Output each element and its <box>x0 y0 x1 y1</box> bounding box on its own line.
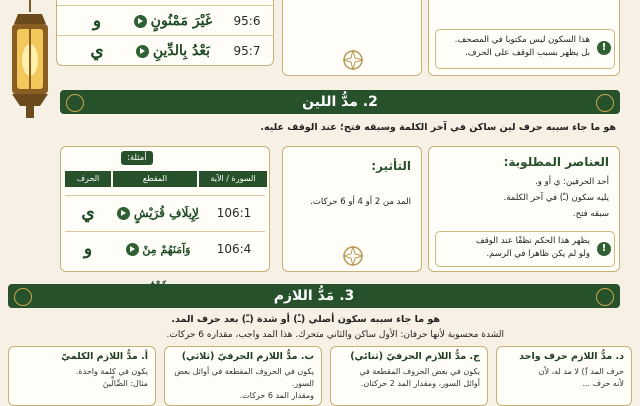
section2-banner <box>60 90 620 114</box>
subcard-kalimi <box>8 346 156 406</box>
note-line: ولو لم يكن ظاهرا في الرسم. <box>486 249 590 259</box>
top-note <box>435 29 615 69</box>
section2-definition: هو ما جاء سببه حرف لين ساكن في آخر الكلمة وسبقه فتح؛ عند الوقف عليه. <box>260 122 616 133</box>
example-letter: و <box>83 239 93 259</box>
element-item: سبقه فتح. <box>572 209 609 219</box>
banner-ornament-icon <box>66 94 84 112</box>
table-row <box>65 195 265 230</box>
header-letter: الحرف <box>65 171 111 187</box>
audio-play-icon[interactable] <box>126 243 139 256</box>
example-word: بَعْدُ بِالدِّينِ <box>152 43 211 59</box>
example-word-cell <box>113 232 199 266</box>
section2-title: 2. مدُّ اللين <box>302 94 378 110</box>
table-row <box>65 231 265 266</box>
table-row <box>57 5 273 36</box>
example-ref: 106:4 <box>216 242 252 256</box>
subcard-harfi-thunai <box>330 346 488 406</box>
subcard-harfi-thulathi <box>164 346 322 406</box>
audio-play-icon[interactable] <box>117 207 130 220</box>
examples-header-row <box>65 171 265 187</box>
section3-definition-2: الشدة محسوبة لأنها حرفان: الأول ساكن والثاني متحرك. هذا المد واجب، مقداره 6 حركات. <box>166 330 504 340</box>
element-item: أحد الحرفين: ي أو و. <box>535 177 609 187</box>
top-examples-card <box>56 0 274 66</box>
example-letter: ي <box>81 203 95 223</box>
banner-ornament-icon <box>14 288 32 306</box>
elements-note <box>435 231 615 267</box>
example-word: غَيْرَ مَمْنُونٍ <box>150 13 213 29</box>
subcard-text: يكون في الحروف المقطعة في أوائل بعض السور. <box>174 367 314 388</box>
subcard-text: حرف المد (ً) لا مد له، لأن <box>538 367 624 376</box>
note-line: يظهر هذا الحكم نظفًا عند الوقف <box>475 236 590 246</box>
header-word: المقطع <box>113 171 197 187</box>
top-middle-card <box>282 0 422 76</box>
example-word-cell <box>113 196 199 230</box>
section2-examples-card <box>60 146 270 272</box>
example-ref: 95:6 <box>233 14 261 28</box>
note-line: هذا السكون ليس مكتوبا في المصحف. <box>454 35 590 45</box>
note-line: بل يظهر بسبب الوقف على الحرف. <box>465 48 590 58</box>
element-item: يليه سكون (ـْ) في آخر الكلمة. <box>503 193 609 203</box>
warning-icon: ! <box>597 41 611 55</box>
subcard-title: أ. مدُّ اللازم الكلميّ <box>61 351 148 362</box>
section2-elements-card <box>428 146 620 272</box>
effect-title: التأثير: <box>371 159 411 173</box>
table-row <box>57 35 273 66</box>
audio-play-icon[interactable] <box>136 45 149 58</box>
example-ref: 95:7 <box>233 44 261 58</box>
examples-label: أمثلة: <box>121 151 153 165</box>
example-word-cell <box>121 36 221 66</box>
example-letter: و <box>92 11 102 31</box>
top-right-card <box>428 0 620 76</box>
lantern-icon <box>0 0 60 130</box>
subcard-text: يكون في كلمة واحدة. <box>75 367 148 376</box>
audio-play-icon[interactable] <box>134 15 147 28</box>
header-ref: السورة / الآية <box>199 171 267 187</box>
example-letter: ي <box>90 41 104 61</box>
subcard-title: ج. مدُّ اللازم الحرفيّ (ثنائي) <box>350 351 480 362</box>
section3-definition-1: هو ما جاء سببه سكون أصلي (ـْ) أو شدة (ـّ) بعد حرف المد. <box>171 314 440 325</box>
subcard-text: لأنه حرف ... <box>582 379 624 388</box>
elements-title: العناصر المطلوبة: <box>503 155 609 169</box>
banner-ornament-icon <box>596 288 614 306</box>
example-word: وَآمَنَهُمْ مِنْ <box>142 243 191 256</box>
subcard-text: مثال: الضَّالِّينَ <box>102 379 148 388</box>
banner-ornament-icon <box>596 94 614 112</box>
ornament-icon <box>340 47 366 73</box>
subcard-text: ومقدار المد 6 حركات. <box>239 391 314 400</box>
section3-banner <box>8 284 620 308</box>
effect-text: المد من 2 أو 4 أو 6 حركات. <box>310 197 411 207</box>
section3-title: 3. مَدُّ اللازم <box>273 288 355 304</box>
subcard-text: يكون في بعض الحروف المقطعة في <box>359 367 480 376</box>
subcard-title: د. مدُّ اللازم حرف واحد <box>519 351 624 362</box>
subcard-harf-wahid <box>496 346 632 406</box>
ornament-icon <box>340 243 366 269</box>
warning-icon: ! <box>597 242 611 256</box>
subcard-text: أوائل السور، ومقدار المد 2 حركتان. <box>360 379 480 388</box>
section2-effect-card <box>282 146 422 272</box>
subcard-title: ب. مدُّ اللازم الحرفيّ (ثلاثي) <box>181 351 314 362</box>
example-word: لِإِيلَافِ قُرَيْشٍ <box>133 206 199 220</box>
example-word-cell <box>121 6 221 36</box>
example-ref: 106:1 <box>216 206 252 220</box>
